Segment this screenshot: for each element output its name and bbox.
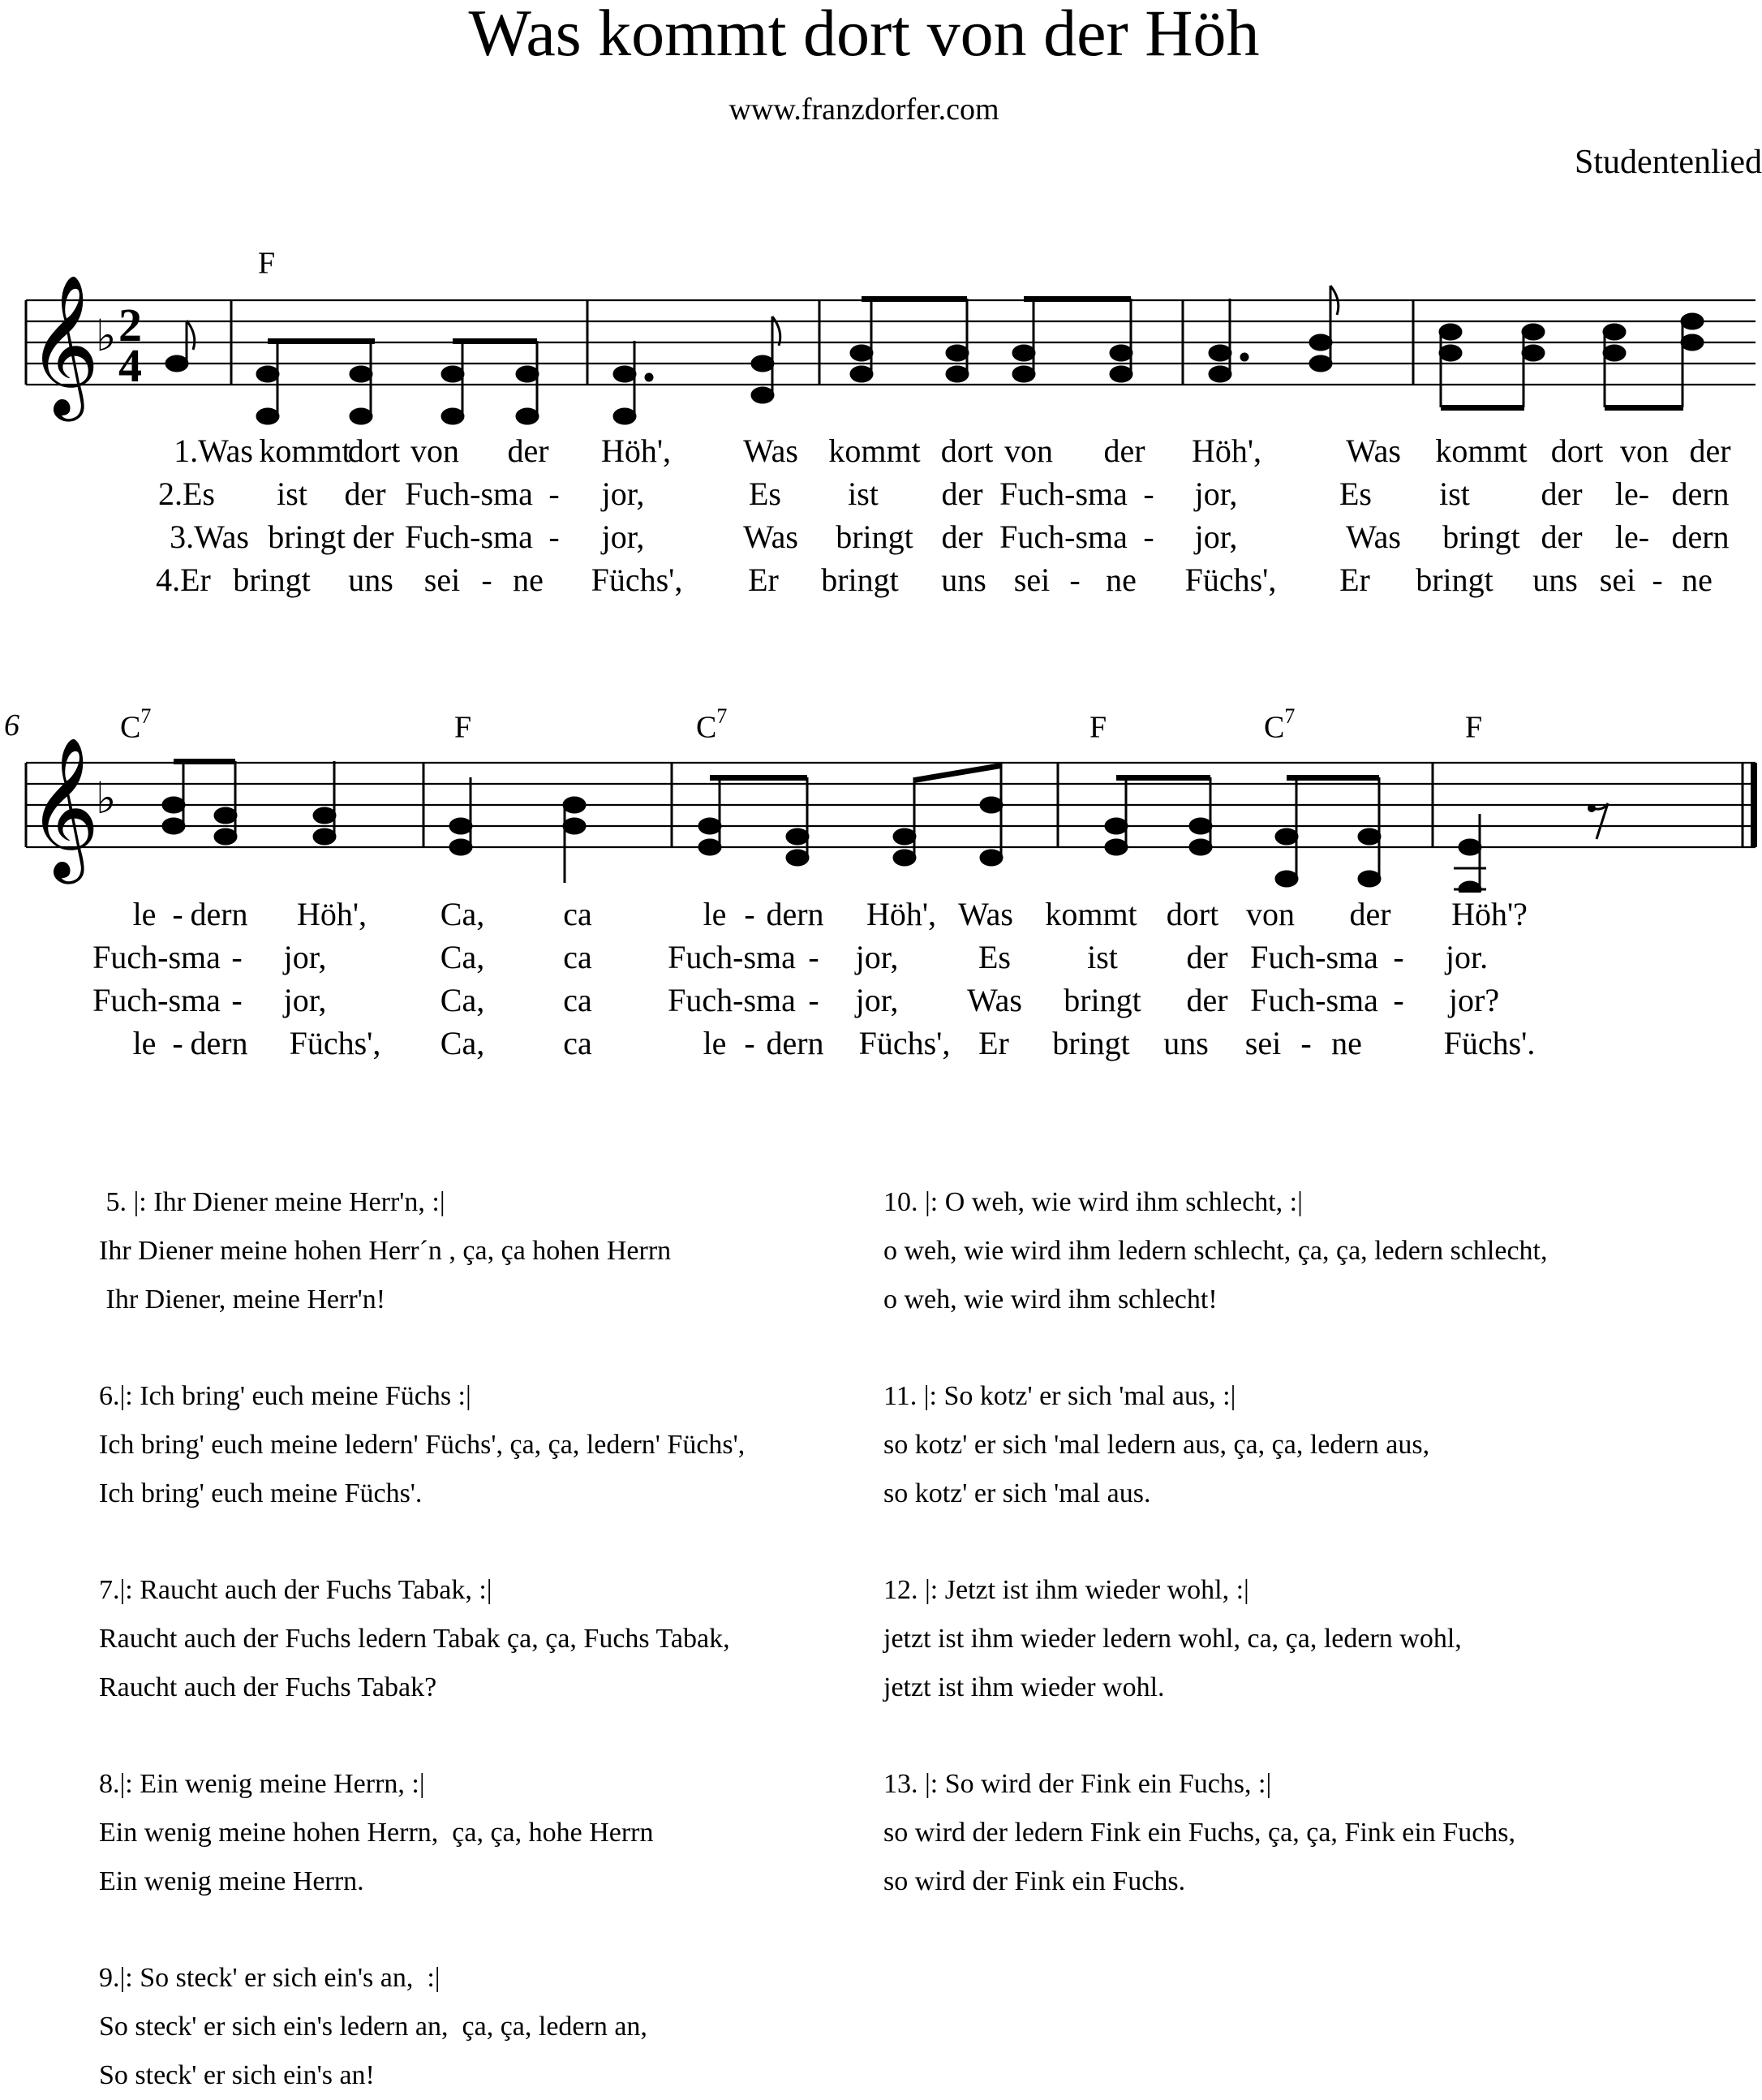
lyric-syllable: Höh',: [866, 896, 937, 932]
verse-block: [883, 1566, 1462, 1712]
verse-line: Ich bring' euch meine Füchs'.: [99, 1478, 423, 1508]
lyric-syllable: Ca,: [440, 982, 485, 1018]
lyric-syllable: le: [703, 896, 727, 932]
lyric-syllable: der: [941, 519, 983, 555]
lyric-syllable: -: [1300, 1025, 1312, 1061]
svg-text:4: 4: [118, 339, 142, 392]
lyric-syllable: ne: [1331, 1025, 1362, 1061]
treble-clef-icon: 𝄞: [28, 274, 100, 415]
verse-line: Ein wenig meine hohen Herrn, ça, ça, hohe Herrn: [99, 1818, 654, 1848]
lyric-syllable: jor,: [283, 982, 327, 1018]
lyric-syllable: Höh',: [1191, 432, 1262, 469]
lyric-line-verse-2: [0, 475, 1762, 515]
lyric-syllable: der: [1349, 896, 1391, 932]
lyric-syllable: -: [1393, 939, 1404, 975]
lyric-syllable: jor,: [601, 476, 645, 512]
lyric-syllable: jor.: [1445, 939, 1489, 975]
lyric-syllable: -: [481, 562, 492, 598]
lyric-syllable: uns: [1532, 562, 1578, 598]
lyric-syllable: von: [1620, 432, 1669, 469]
lyric-syllable: ist: [848, 476, 879, 512]
lyric-syllable: Ca,: [440, 939, 485, 975]
lyric-syllable: ist: [1439, 476, 1470, 512]
lyric-syllable: Füchs'.: [1443, 1025, 1536, 1061]
lyric-syllable: Füchs',: [858, 1025, 951, 1061]
lyric-syllable: Fuch-sma: [668, 982, 796, 1018]
lyric-syllable: der: [352, 519, 394, 555]
verse-line: 8.|: Ein wenig meine Herrn, :|: [99, 1769, 425, 1799]
lyric-syllable: jor,: [601, 519, 645, 555]
verse-line: 7.|: Raucht auch der Fuchs Tabak, :|: [99, 1575, 492, 1605]
lyric-syllable: 4.Er: [156, 562, 211, 598]
lyric-syllable: -: [548, 476, 560, 512]
verse-line: Ich bring' euch meine ledern' Füchs', ça, ça, ledern' Füchs',: [99, 1430, 746, 1460]
verse-line: so wird der ledern Fink ein Fuchs, ça, ça, Fink ein Fuchs,: [883, 1818, 1516, 1848]
lyric-syllable: bringt: [1416, 562, 1493, 598]
verse-line: So steck' er sich ein's ledern an, ça, ça, ledern an,: [99, 2012, 647, 2042]
lyric-syllable: -: [172, 896, 183, 932]
lyric-syllable: uns: [348, 562, 393, 598]
lyric-syllable: -: [172, 1025, 183, 1061]
lyric-syllable: sei: [1599, 562, 1636, 598]
lyric-syllable: uns: [1163, 1025, 1209, 1061]
time-signature: [118, 299, 142, 392]
lyric-syllable: Fuch-sma: [668, 939, 796, 975]
lyric-syllable: -: [1143, 476, 1154, 512]
lyric-syllable: Fuch-sma: [1250, 982, 1378, 1018]
lyric-syllable: von: [410, 432, 459, 469]
lyric-syllable: Was: [1346, 519, 1401, 555]
lyric-syllable: -: [548, 519, 560, 555]
lyric-syllable: le: [132, 896, 157, 932]
lyric-syllable: 3.Was: [170, 519, 249, 555]
verse-line: so wird der Fink ein Fuchs.: [883, 1866, 1186, 1896]
lyric-syllable: Es: [749, 476, 781, 512]
lyric-syllable: Es: [978, 939, 1011, 975]
verse-line: 6.|: Ich bring' euch meine Füchs :|: [99, 1381, 471, 1411]
lyric-syllable: bringt: [1442, 519, 1520, 555]
verse-line: jetzt ist ihm wieder wohl.: [883, 1672, 1165, 1702]
lyric-syllable: bringt: [233, 562, 311, 598]
verse-block: [883, 1760, 1515, 1906]
website-url: www.franzdorfer.com: [728, 93, 999, 127]
lyric-syllable: kommt: [1045, 896, 1137, 932]
lyric-syllable: Fuch-sma: [92, 939, 221, 975]
lyric-syllable: -: [231, 982, 243, 1018]
lyric-syllable: von: [1246, 896, 1295, 932]
verse-line: 12. |: Jetzt ist ihm wieder wohl, :|: [883, 1575, 1249, 1605]
lyric-syllable: Höh'?: [1451, 896, 1528, 932]
lyric-syllable: Höh',: [600, 432, 672, 469]
lyric-syllable: bringt: [1052, 1025, 1130, 1061]
lyric-line-verse-3: [0, 518, 1762, 558]
verse-line: o weh, wie wird ihm ledern schlecht, ça, ça, ledern schlecht,: [883, 1236, 1548, 1266]
lyric-syllable: le: [132, 1025, 157, 1061]
lyric-syllable: der: [1186, 982, 1228, 1018]
treble-clef-icon: 𝄞: [28, 737, 100, 878]
lyric-syllable: ist: [277, 476, 307, 512]
lyric-syllable: Fuch-sma: [1250, 939, 1378, 975]
lyric-syllable: ca: [563, 982, 592, 1018]
lyric-syllable: Fuch-sma: [405, 519, 533, 555]
lyric-syllable: sei: [423, 562, 461, 598]
chord-symbol: F: [454, 710, 472, 745]
lyric-syllable: dern: [766, 1025, 824, 1061]
lyric-syllable: Höh',: [296, 896, 367, 932]
lyric-syllable: kommt: [1435, 432, 1528, 469]
lyric-syllable: -: [1652, 562, 1663, 598]
lyric-syllable: Was: [743, 432, 798, 469]
verse-line: 11. |: So kotz' er sich 'mal aus, :|: [883, 1381, 1236, 1411]
verse-line: Ihr Diener meine hohen Herr´n , ça, ça hohen Herrn: [99, 1236, 672, 1266]
lyric-syllable: sei: [1013, 562, 1051, 598]
lyric-syllable: der: [1689, 432, 1731, 469]
lyric-syllable: kommt: [828, 432, 921, 469]
lyric-syllable: Füchs',: [289, 1025, 381, 1061]
lyric-syllable: der: [1541, 519, 1583, 555]
lyric-syllable: Fuch-sma: [405, 476, 533, 512]
lyric-syllable: sei: [1244, 1025, 1282, 1061]
lyric-syllable: bringt: [836, 519, 913, 555]
lyric-syllable: dort: [940, 432, 994, 469]
lyric-syllable: Es: [1339, 476, 1372, 512]
lyric-syllable: dort: [1166, 896, 1219, 932]
lyric-syllable: der: [507, 432, 549, 469]
measure-number: 6: [4, 708, 19, 742]
chord-symbol: $C^7$: [696, 704, 728, 745]
lyric-syllable: -: [1143, 519, 1154, 555]
flat-icon: ♭: [96, 772, 117, 824]
lyric-syllable: ca: [563, 1025, 592, 1061]
lyric-line-verse-2: [0, 938, 1762, 979]
verse-line: 5. |: Ihr Diener meine Herr'n, :|: [99, 1187, 445, 1217]
lyric-syllable: Er: [978, 1025, 1009, 1061]
lyric-syllable: -: [231, 939, 243, 975]
verse-line: o weh, wie wird ihm schlecht!: [883, 1285, 1218, 1315]
lyric-syllable: Fuch-sma: [92, 982, 221, 1018]
verse-line: Ein wenig meine Herrn.: [99, 1866, 364, 1896]
verse-line: So steck' er sich ein's an!: [99, 2060, 375, 2090]
lyric-syllable: ne: [1106, 562, 1137, 598]
lyric-line-verse-1: [0, 432, 1762, 472]
chord-symbol: $C^7$: [120, 704, 152, 745]
lyric-syllable: jor,: [855, 982, 899, 1018]
lyric-syllable: Füchs',: [1184, 562, 1277, 598]
lyric-syllable: -: [744, 896, 755, 932]
lyric-syllable: jor,: [1194, 519, 1238, 555]
flat-icon: ♭: [96, 310, 117, 361]
verse-line: so kotz' er sich 'mal ledern aus, ça, ça, ledern aus,: [883, 1430, 1430, 1460]
lyric-syllable: der: [1103, 432, 1145, 469]
lyric-syllable: jor,: [283, 939, 327, 975]
chord-symbol: F: [258, 246, 276, 281]
lyric-syllable: Ca,: [440, 1025, 485, 1061]
final-barline: [1751, 763, 1757, 847]
lyric-syllable: dern: [766, 896, 824, 932]
lyric-syllable: Er: [748, 562, 779, 598]
lyric-syllable: dort: [347, 432, 401, 469]
lyric-syllable: dern: [1671, 519, 1730, 555]
verse-block: [99, 1760, 654, 1906]
lyric-syllable: ne: [1682, 562, 1713, 598]
verse-line: so kotz' er sich 'mal aus.: [883, 1478, 1151, 1508]
verse-block: [99, 1372, 745, 1518]
lyric-syllable: kommt: [259, 432, 351, 469]
lyric-syllable: jor?: [1448, 982, 1500, 1018]
lyric-syllable: 2.Es: [158, 476, 215, 512]
lyric-syllable: uns: [941, 562, 986, 598]
lyric-syllable: le-: [1614, 476, 1650, 512]
lyric-line-verse-4: [0, 1024, 1762, 1065]
verse-block: [99, 1954, 647, 2100]
verse-block: [883, 1178, 1548, 1324]
lyric-syllable: -: [1393, 982, 1404, 1018]
lyric-syllable: Ca,: [440, 896, 485, 932]
lyric-syllable: dern: [1671, 476, 1730, 512]
lyric-syllable: der: [344, 476, 386, 512]
verse-block: [99, 1178, 671, 1324]
lyric-syllable: Was: [958, 896, 1013, 932]
lyric-syllable: der: [1186, 939, 1228, 975]
verse-line: 10. |: O weh, wie wird ihm schlecht, :|: [883, 1187, 1303, 1217]
lyric-syllable: ca: [563, 896, 592, 932]
composer-label: Studentenlied: [1575, 144, 1762, 181]
lyric-syllable: Fuch-sma: [999, 476, 1128, 512]
chord-symbol: $C^7$: [1264, 704, 1296, 745]
lyric-line-verse-4: [0, 561, 1762, 601]
chord-symbol: F: [1465, 710, 1483, 745]
lyric-syllable: jor,: [855, 939, 899, 975]
verse-line: Raucht auch der Fuchs ledern Tabak ça, ça, Fuchs Tabak,: [99, 1624, 730, 1654]
svg-text:2: 2: [118, 299, 142, 351]
lyric-syllable: le-: [1614, 519, 1650, 555]
lyric-syllable: dern: [190, 896, 248, 932]
verse-line: Raucht auch der Fuchs Tabak?: [99, 1672, 437, 1702]
lyric-syllable: Füchs',: [591, 562, 683, 598]
lyric-syllable: ist: [1087, 939, 1118, 975]
lyric-syllable: ca: [563, 939, 592, 975]
verse-line: Ihr Diener, meine Herr'n!: [99, 1285, 386, 1315]
lyric-syllable: le: [703, 1025, 727, 1061]
song-title: Was kommt dort von der Höh: [468, 0, 1260, 70]
lyric-syllable: Er: [1339, 562, 1370, 598]
lyric-line-verse-1: [0, 895, 1762, 936]
lyric-syllable: 1.Was: [174, 432, 253, 469]
verse-line: 13. |: So wird der Fink ein Fuchs, :|: [883, 1769, 1272, 1799]
lyric-syllable: Was: [743, 519, 798, 555]
lyric-syllable: bringt: [1064, 982, 1141, 1018]
lyric-syllable: -: [808, 939, 819, 975]
lyric-syllable: Was: [1346, 432, 1401, 469]
lyric-syllable: bringt: [268, 519, 346, 555]
verse-line: jetzt ist ihm wieder ledern wohl, ca, ça, ledern wohl,: [883, 1624, 1462, 1654]
lyric-syllable: Fuch-sma: [999, 519, 1128, 555]
lyric-syllable: ne: [513, 562, 544, 598]
lyric-syllable: -: [744, 1025, 755, 1061]
lyric-syllable: dort: [1550, 432, 1604, 469]
lyric-syllable: bringt: [821, 562, 899, 598]
lyric-syllable: von: [1004, 432, 1053, 469]
verse-block: [99, 1566, 730, 1712]
lyric-line-verse-3: [0, 981, 1762, 1022]
lyric-syllable: Was: [967, 982, 1022, 1018]
lyric-syllable: -: [808, 982, 819, 1018]
music-staff-2: [0, 730, 1762, 893]
lyric-syllable: der: [1541, 476, 1583, 512]
chord-symbol: F: [1089, 710, 1107, 745]
lyric-syllable: jor,: [1194, 476, 1238, 512]
verse-line: 9.|: So steck' er sich ein's an, :|: [99, 1963, 440, 1993]
lyric-syllable: -: [1069, 562, 1081, 598]
verse-block: [883, 1372, 1429, 1518]
lyric-syllable: dern: [190, 1025, 248, 1061]
lyric-syllable: der: [941, 476, 983, 512]
